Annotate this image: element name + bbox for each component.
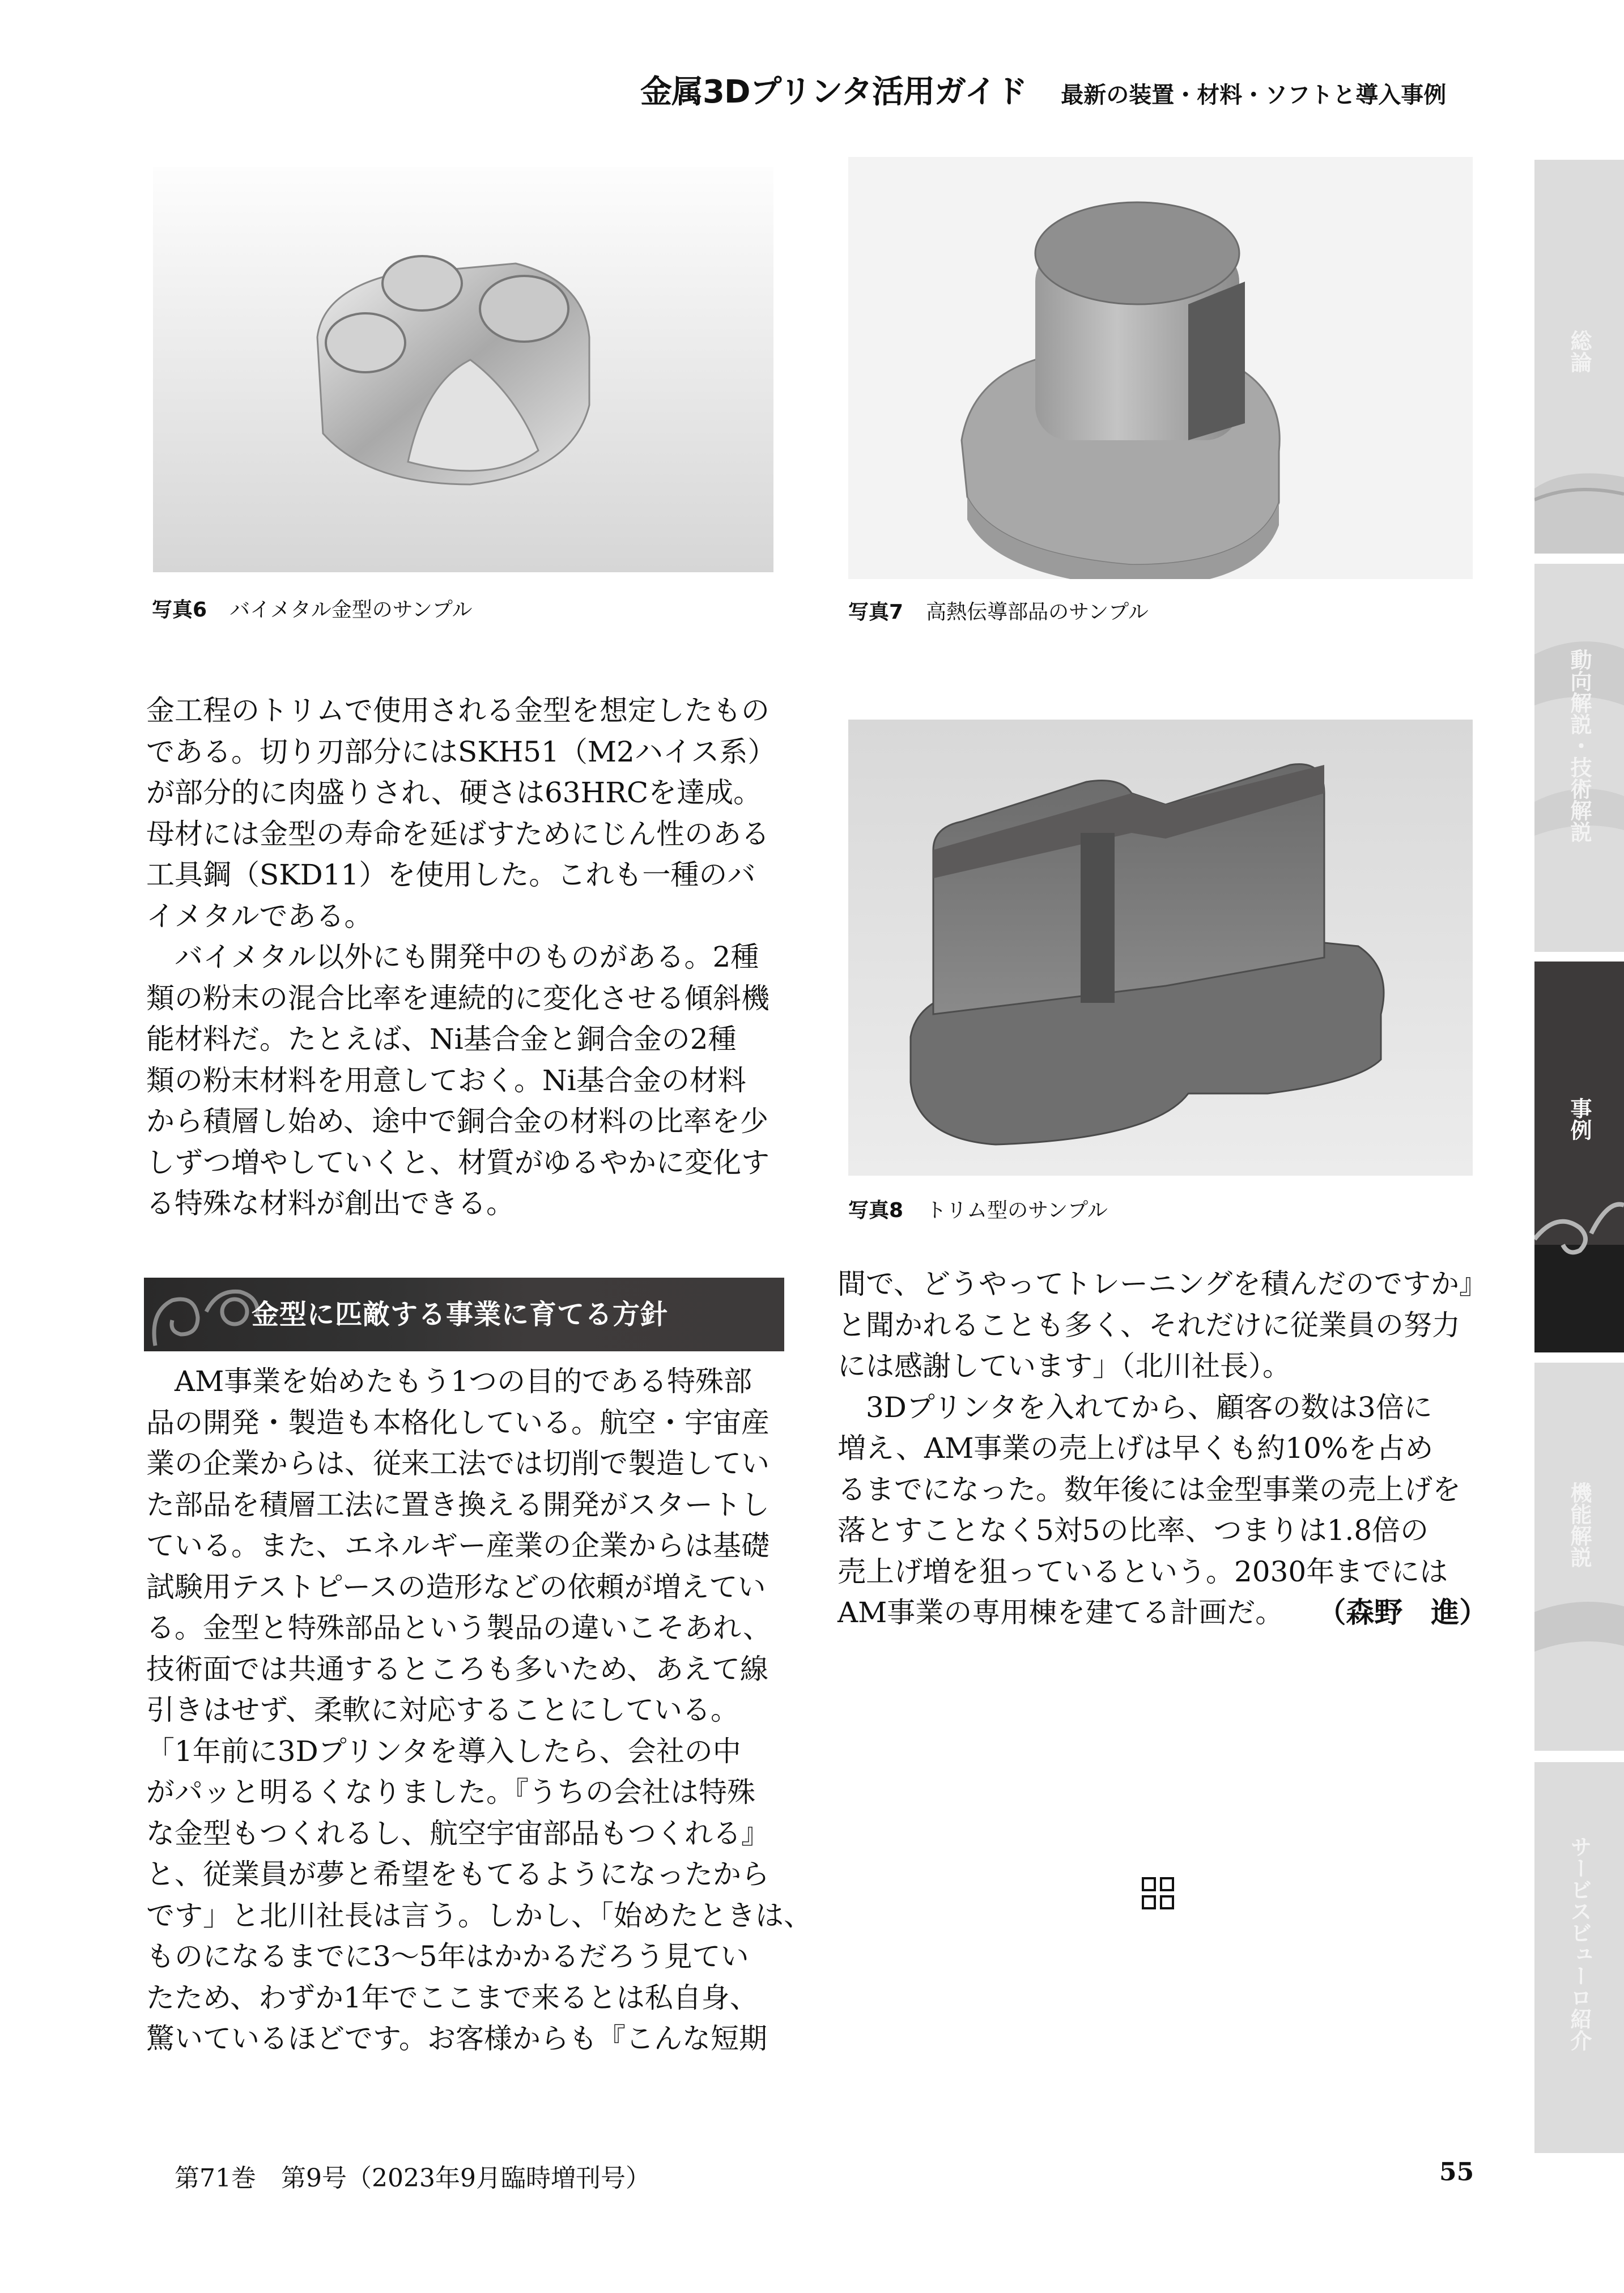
left-column-text-top [146, 690, 776, 1224]
text-line [837, 1592, 1487, 1633]
right-column-text [837, 1264, 1487, 1633]
text-line: 間で、どうやってトレーニングを積んだのですか』 [837, 1267, 1487, 1300]
wave-decoration-icon [1534, 1584, 1624, 1669]
photo-7-thermal-part [848, 157, 1473, 579]
text-line: 類の粉末の混合比率を連続的に変化させる傾斜機 [146, 981, 770, 1015]
text-line: ものになるまでに3〜5年はかかるだろう見てい [146, 1940, 749, 1973]
side-tab-label: 総論 [1567, 330, 1592, 373]
text-line: と、従業員が夢と希望をもてるようになったから [146, 1858, 770, 1891]
text-line: 品の開発・製造も本格化している。航空・宇宙産 [146, 1406, 770, 1439]
text-line: た部品を積層工法に置き換える開発がスタートし [146, 1488, 770, 1521]
text-line: と聞かれることも多く、それだけに従業員の努力 [837, 1308, 1460, 1342]
photo-6-number: 写真6 [152, 598, 207, 622]
photo-7-caption-text: 高熱伝導部品のサンプル [926, 601, 1149, 624]
photo-8-caption-text: トリム型のサンプル [926, 1199, 1108, 1222]
photo-6-caption [152, 594, 472, 623]
text-line: イメタルである。 [146, 899, 373, 933]
side-tab-label: 動向解説・技術解説 [1567, 649, 1592, 843]
text-line: 驚いているほどです。お客様からも『こんな短期 [146, 2022, 767, 2055]
text-line: るまでになった。数年後には金型事業の売上げを [837, 1473, 1461, 1506]
section-heading-text: 金型に匹敵する事業に育てる方針 [252, 1299, 669, 1330]
text-line: 類の粉末材料を用意しておく。Ni基合金の材料 [146, 1063, 746, 1097]
text-line: 売上げ増を狙っているという。2030年までには [837, 1555, 1448, 1588]
text-line: 母材には金型の寿命を延ばすためにじん性のある [146, 817, 770, 850]
photo-7-caption [848, 596, 1149, 625]
text-line: がパッと明るくなりました。『うちの会社は特殊 [146, 1776, 755, 1809]
text-line: る。金型と特殊部品という製品の違いこそあれ、 [146, 1611, 771, 1644]
footer-issue-info: 第71巻 第9号（2023年9月臨時増刊号） [175, 2164, 651, 2193]
side-tab-overview[interactable] [1534, 160, 1624, 554]
side-tab-service-bureau[interactable] [1534, 1762, 1624, 2153]
text-line: 金工程のトリムで使用される金型を想定したもの [146, 694, 770, 727]
photo-6-bimetal-die [153, 167, 773, 572]
swirl-decoration-icon [1534, 1165, 1624, 1352]
text-line: です」と北川社長は言う。しかし、「始めたときは、 [146, 1899, 812, 1932]
grid-icon [1142, 1877, 1176, 1911]
magazine-feature-subtitle: 最新の装置・材料・ソフトと導入事例 [1061, 82, 1447, 108]
text-line: である。切り刃部分にはSKH51（M2ハイス系） [146, 735, 776, 768]
text-line-content: AM事業の専用棟を建てる計画だ。 [837, 1596, 1284, 1629]
text-line: 落とすことなく5対5の比率、つまりは1.8倍の [837, 1514, 1429, 1547]
author-byline: （森野 進） [1317, 1596, 1488, 1629]
text-line: AM事業を始めたもう1つの目的である特殊部 [146, 1365, 753, 1398]
photo-6-caption-text: バイメタル金型のサンプル [229, 598, 473, 622]
text-line: る特殊な材料が創出できる。 [146, 1187, 515, 1220]
photo-8-number: 写真8 [848, 1199, 904, 1222]
text-line: な金型もつくれるし、航空宇宙部品もつくれる』 [146, 1816, 770, 1850]
text-line: から積層し始め、途中で銅合金の材料の比率を少 [146, 1105, 768, 1138]
magazine-feature-title: 金属3Dプリンタ活用ガイド [640, 74, 1027, 110]
text-line: 能材料だ。たとえば、Ni基合金と銅合金の2種 [146, 1023, 737, 1056]
photo-8-trim-die [848, 720, 1473, 1176]
photo-7-number: 写真7 [848, 601, 904, 624]
side-tab-trends-tech[interactable] [1534, 564, 1624, 952]
text-line: 引きはせず、柔軟に対応することにしている。 [146, 1694, 739, 1726]
running-header [640, 67, 1446, 112]
text-line: 増え、AM事業の売上げは早くも約10%を占め [837, 1432, 1434, 1465]
text-line: ている。また、エネルギー産業の企業からは基礎 [146, 1529, 770, 1562]
side-tab-label: サービスビューロ紹介 [1567, 1836, 1592, 2051]
text-line: 業の企業からは、従来工法では切削で製造してい [146, 1447, 770, 1480]
left-column-text-bottom [146, 1361, 812, 2060]
text-line: 試験用テストピースの造形などの依頼が増えてい [146, 1570, 766, 1603]
text-line: 「1年前に3Dプリンタを導入したら、会社の中 [146, 1734, 741, 1768]
text-line: しずつ増やしていくと、材質がゆるやかに変化す [146, 1146, 770, 1179]
photo-8-caption [848, 1194, 1108, 1223]
page-number: 55 [1439, 2158, 1474, 2186]
text-line: が部分的に肉盛りされ、硬さは63HRCを達成。 [146, 776, 762, 809]
side-tab-label: 機能解説 [1567, 1482, 1592, 1568]
side-tab-features[interactable] [1534, 1363, 1624, 1751]
text-line: 3Dプリンタを入れてから、顧客の数は3倍に [837, 1390, 1432, 1424]
side-tab-case-studies[interactable] [1534, 962, 1624, 1352]
text-line: には感謝しています」（北川社長）。 [837, 1350, 1291, 1382]
text-line: たため、わずか1年でここまで来るとは私自身、 [146, 1981, 758, 2014]
wave-decoration-icon [1534, 443, 1624, 554]
text-line: 工具鋼（SKD11）を使用した。これも一種のバ [146, 858, 756, 891]
text-line: バイメタル以外にも開発中のものがある。2種 [146, 941, 759, 973]
side-tab-label: 事例 [1567, 1097, 1592, 1141]
text-line: 技術面では共通するところも多いため、あえて線 [146, 1652, 768, 1686]
section-heading [144, 1278, 784, 1351]
